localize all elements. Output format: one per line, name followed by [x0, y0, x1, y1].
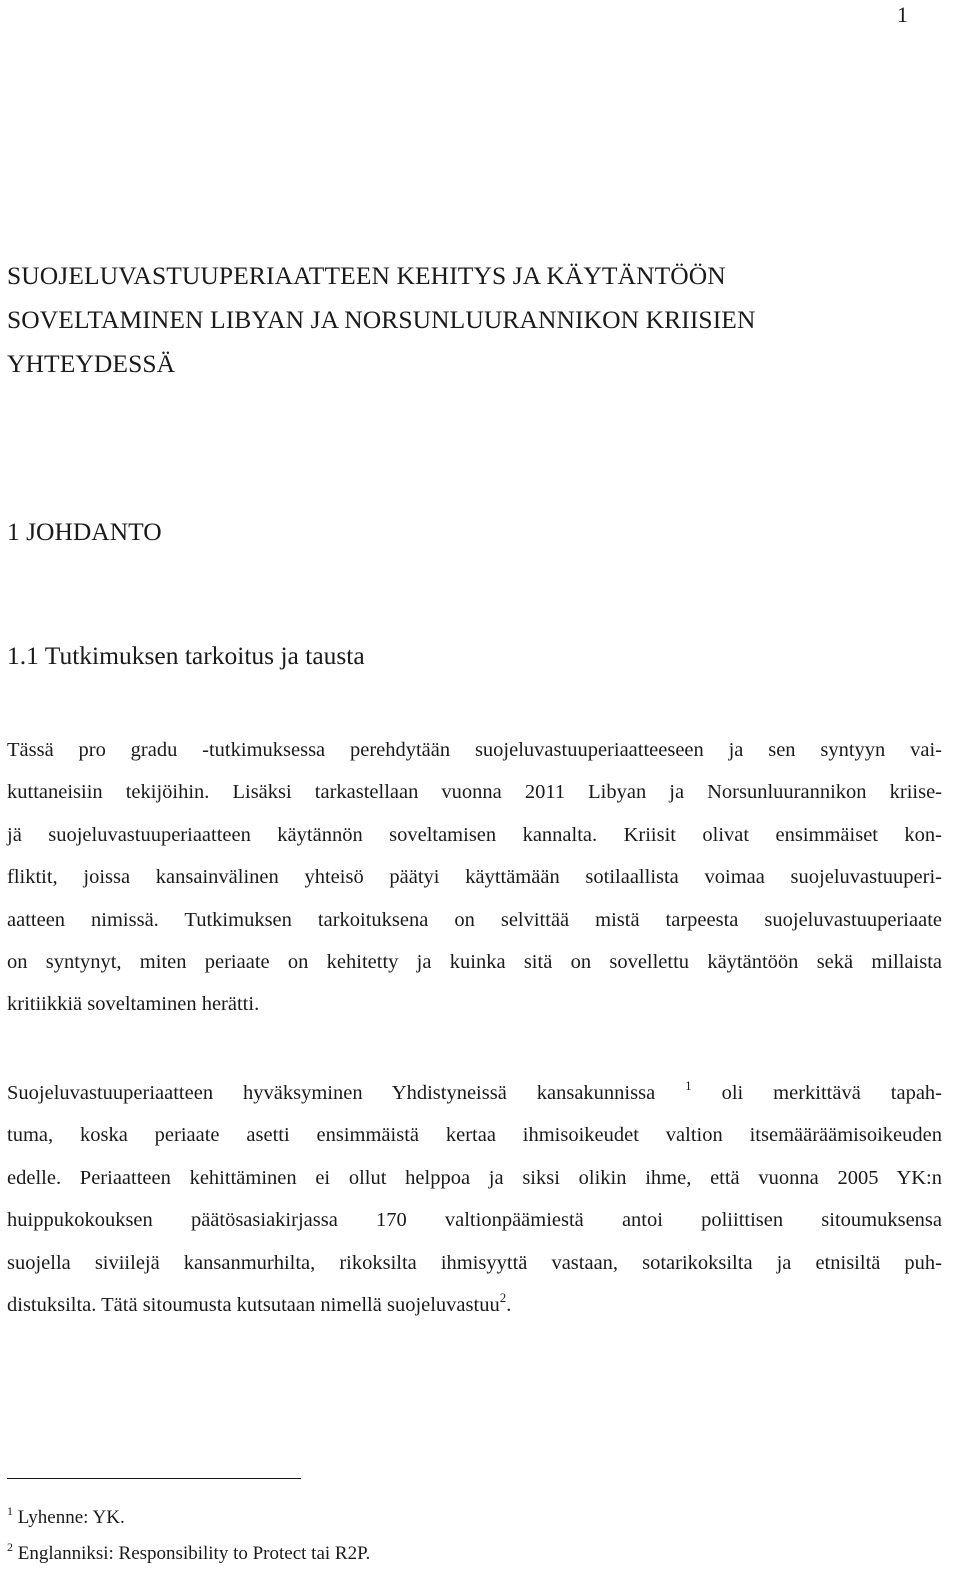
text-line	[7, 1284, 942, 1326]
text-line: jä suojeluvastuuperiaatteen käytännön soveltamisen kannalta. Kriisit olivat ensimmäiset kon-	[7, 823, 942, 846]
page-number: 1	[897, 2, 908, 27]
text-line: fliktit, joissa kansainvälinen yhteisö päätyi käyttämään sotilaallista voimaa suojeluvastuuperi-	[7, 866, 942, 889]
footnote-reference[interactable]: 2	[499, 1289, 507, 1305]
text-line: edelle. Periaatteen kehittäminen ei ollut helppoa ja siksi olikin ihme, että vuonna 2005 YK:n	[7, 1166, 942, 1189]
text-line: kuttaneisiin tekijöihin. Lisäksi tarkastellaan vuonna 2011 Libyan ja Norsunluurannikon kriise-	[7, 781, 942, 804]
text-line: aatteen nimissä. Tutkimuksen tarkoituksena on selvittää mistä tarpeesta suojeluvastuuperiaate	[7, 908, 942, 931]
paragraph-2	[7, 1072, 942, 1326]
footnote-2	[7, 1542, 370, 1566]
text-segment: oli merkittävä tapah-	[721, 1082, 942, 1104]
title-line: YHTEYDESSÄ	[7, 349, 176, 378]
footnote-marker: 2	[7, 1540, 13, 1554]
chapter-heading: 1 JOHDANTO	[7, 517, 162, 546]
title-line: SUOJELUVASTUUPERIAATTEEN KEHITYS JA KÄYTÄNTÖÖN	[7, 261, 726, 290]
text-line: tuma, koska periaate asetti ensimmäistä kertaa ihmisoikeudet valtion itsemääräämisoikeuden	[7, 1124, 942, 1147]
text-line: Tässä pro gradu -tutkimuksessa perehdytään suojeluvastuuperiaatteeseen ja sen syntyyn vai-	[7, 739, 942, 761]
section-heading: 1.1 Tutkimuksen tarkoitus ja tausta	[7, 641, 365, 670]
paragraph-1	[7, 729, 942, 1026]
text-line	[7, 1072, 942, 1114]
text-segment: distuksilta. Tätä sitoumusta kutsutaan nimellä suojeluvastuu	[7, 1293, 500, 1316]
footnote-text: Englanniksi: Responsibility to Protect tai R2P.	[17, 1543, 371, 1564]
text-line: huippukokouksen päätösasiakirjassa 170 valtionpäämiestä antoi poliittisen sitoumuksensa	[7, 1209, 942, 1232]
text-segment: .	[506, 1293, 512, 1316]
text-line: suojella siviilejä kansanmurhilta, rikoksilta ihmisyyttä vastaan, sotarikoksilta ja etnisiltä puh-	[7, 1251, 942, 1274]
text-line: kritiikkiä soveltaminen herätti.	[7, 993, 260, 1016]
title-line: SOVELTAMINEN LIBYAN JA NORSUNLUURANNIKON KRIISIEN	[7, 305, 756, 334]
footnote-1	[7, 1506, 125, 1530]
footnote-separator	[7, 1478, 301, 1479]
footnote-marker: 1	[7, 1504, 13, 1518]
footnote-reference[interactable]: 1	[685, 1078, 692, 1093]
footnote-text: Lyhenne: YK.	[17, 1507, 125, 1528]
text-segment: Suojeluvastuuperiaatteen hyväksyminen Yhdistyneissä kansakunnissa	[7, 1082, 656, 1104]
text-line: on syntynyt, miten periaate on kehitetty ja kuinka sitä on sovellettu käytäntöön sekä millaista	[7, 950, 942, 973]
document-title	[7, 254, 927, 386]
